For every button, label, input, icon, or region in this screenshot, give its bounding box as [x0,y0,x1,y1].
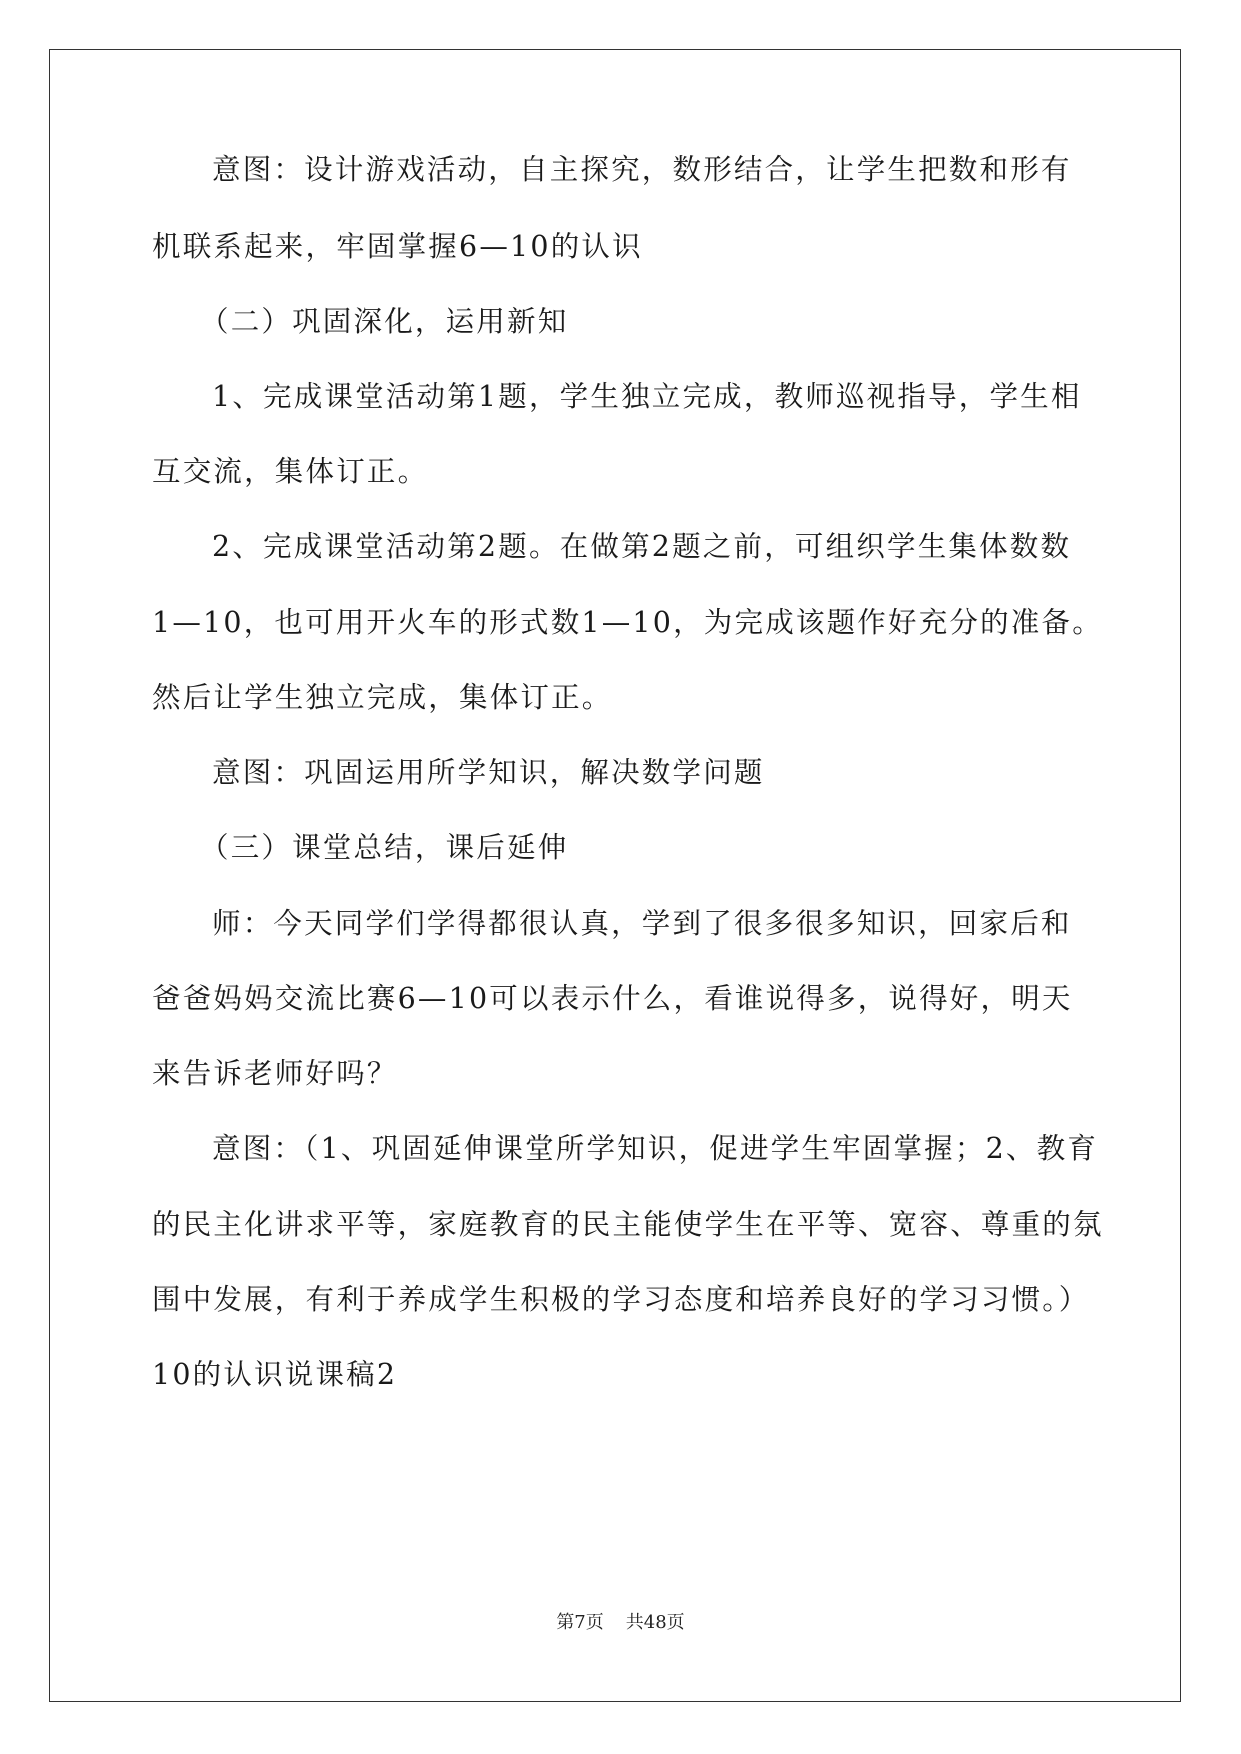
document-title: 10的认识说课稿2 [152,1358,398,1391]
paragraph-line: 师：今天同学们学得都很认真，学到了很多很多知识，回家后和 [212,907,1072,940]
paragraph-line: 的民主化讲求平等，家庭教育的民主能使学生在平等、宽容、尊重的氛 [152,1208,1104,1241]
page-footer [0,1611,1241,1635]
paragraph-line: 1、完成课堂活动第1题，学生独立完成，教师巡视指导，学生相 [212,380,1082,413]
paragraph-line: 来告诉老师好吗？ [152,1057,398,1090]
paragraph-line: 意图：（1、巩固延伸课堂所学知识，促进学生牢固掌握；2、教育 [212,1132,1099,1165]
page-border [49,49,1181,1702]
page-number: 第7页 [556,1612,604,1633]
page-total: 共48页 [625,1612,685,1633]
paragraph-line: 然后让学生独立完成，集体订正。 [152,681,613,714]
paragraph-line: 1—10，也可用开火车的形式数1—10，为完成该题作好充分的准备。 [152,606,1103,639]
section-heading: （二）巩固深化，运用新知 [200,305,569,338]
paragraph-line: 机联系起来，牢固掌握6—10的认识 [152,230,643,263]
paragraph-line: 爸爸妈妈交流比赛6—10可以表示什么，看谁说得多，说得好，明天 [152,982,1073,1015]
paragraph-line: 互交流，集体订正。 [152,455,429,488]
paragraph-line: 围中发展，有利于养成学生积极的学习态度和培养良好的学习习惯。） [152,1283,1090,1316]
paragraph-line: 意图：巩固运用所学知识，解决数学问题 [212,756,765,789]
paragraph-line: 2、完成课堂活动第2题。在做第2题之前，可组织学生集体数数 [212,530,1072,563]
section-heading: （三）课堂总结，课后延伸 [200,831,569,864]
paragraph-line: 意图：设计游戏活动，自主探究，数形结合，让学生把数和形有 [212,153,1072,186]
